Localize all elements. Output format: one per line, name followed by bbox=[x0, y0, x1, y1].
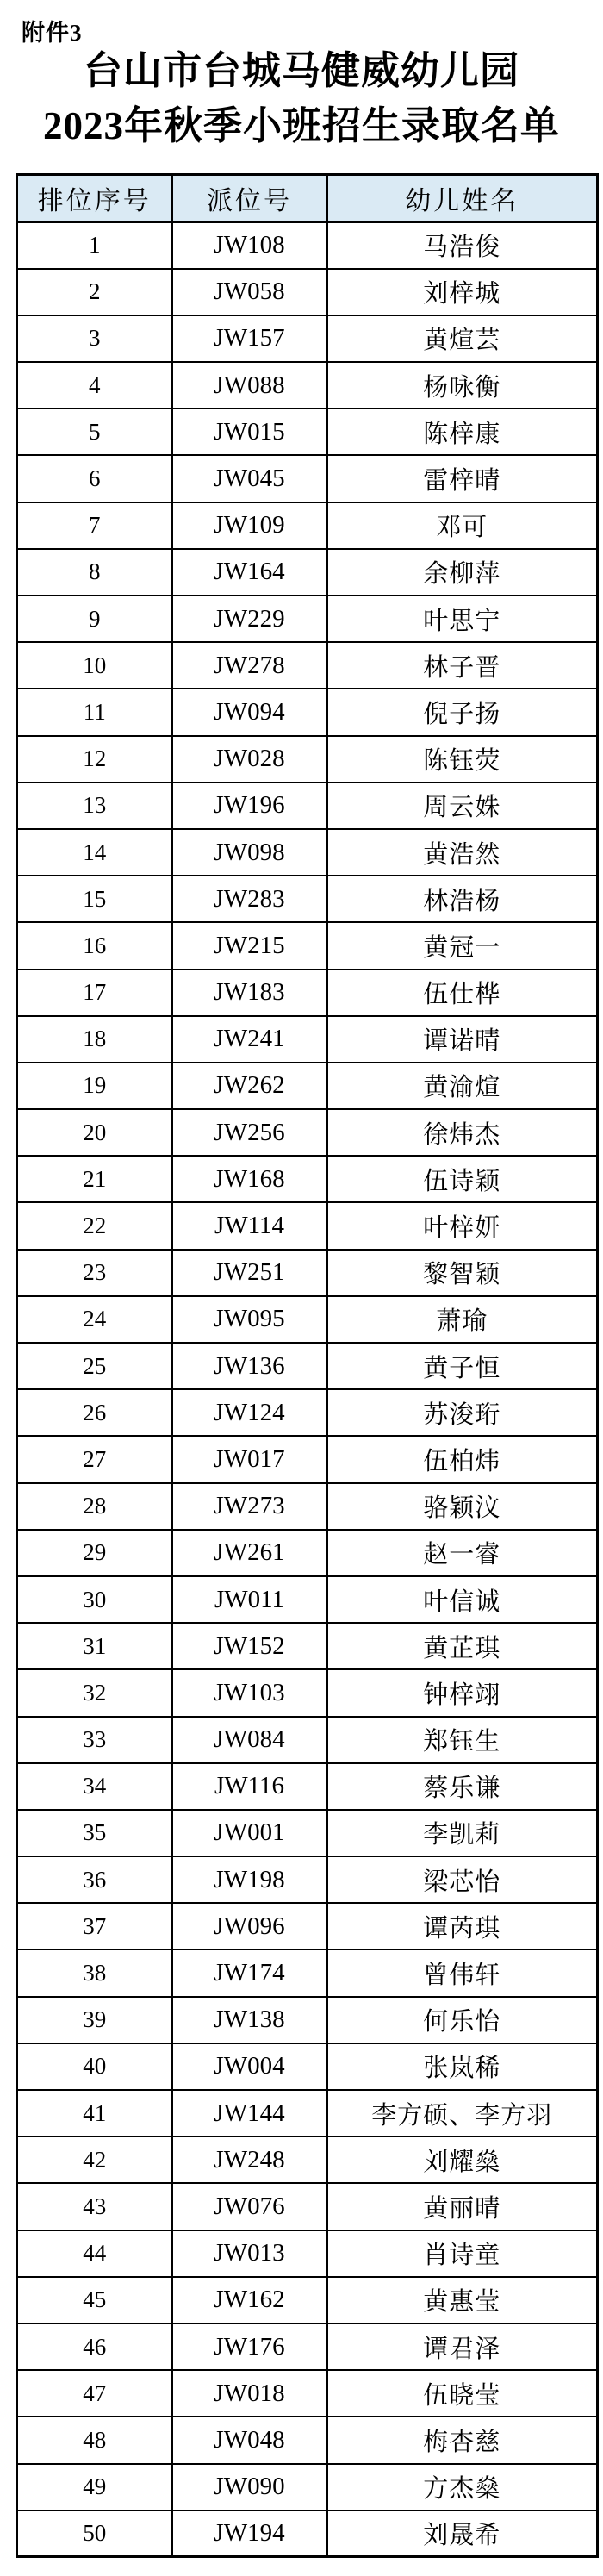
table-row bbox=[17, 362, 598, 409]
table-row bbox=[17, 2230, 598, 2277]
table-row bbox=[17, 1202, 598, 1249]
cell-lottery-number: JW162 bbox=[172, 2277, 327, 2323]
cell-lottery-number: JW251 bbox=[172, 1250, 327, 1296]
cell-lottery-number: JW095 bbox=[172, 1296, 327, 1343]
cell-child-name: 叶思宁 bbox=[327, 596, 598, 642]
attachment-label: 附件3 bbox=[22, 20, 83, 46]
cell-child-name: 黄子恒 bbox=[327, 1343, 598, 1389]
cell-child-name: 陈梓康 bbox=[327, 409, 598, 455]
cell-rank: 18 bbox=[17, 1016, 172, 1063]
table-row bbox=[17, 1997, 598, 2043]
table-row bbox=[17, 1156, 598, 1202]
cell-rank: 39 bbox=[17, 1997, 172, 2043]
table-row bbox=[17, 1016, 598, 1063]
cell-rank: 35 bbox=[17, 1810, 172, 1856]
cell-child-name: 曾伟轩 bbox=[327, 1949, 598, 1996]
cell-rank: 28 bbox=[17, 1483, 172, 1530]
table-row bbox=[17, 2370, 598, 2417]
cell-lottery-number: JW215 bbox=[172, 922, 327, 969]
cell-lottery-number: JW278 bbox=[172, 642, 327, 689]
cell-child-name: 黄丽晴 bbox=[327, 2183, 598, 2230]
cell-lottery-number: JW114 bbox=[172, 1202, 327, 1249]
cell-rank: 33 bbox=[17, 1717, 172, 1763]
cell-lottery-number: JW194 bbox=[172, 2511, 327, 2557]
table-row bbox=[17, 783, 598, 829]
cell-rank: 15 bbox=[17, 876, 172, 922]
header-rank: 排位序号 bbox=[17, 175, 172, 222]
cell-child-name: 周云姝 bbox=[327, 783, 598, 829]
cell-rank: 3 bbox=[17, 315, 172, 362]
cell-rank: 34 bbox=[17, 1763, 172, 1810]
cell-rank: 24 bbox=[17, 1296, 172, 1343]
cell-child-name: 苏浚珩 bbox=[327, 1389, 598, 1436]
cell-lottery-number: JW273 bbox=[172, 1483, 327, 1530]
cell-child-name: 谭君泽 bbox=[327, 2323, 598, 2370]
cell-lottery-number: JW174 bbox=[172, 1949, 327, 1996]
table-row bbox=[17, 2464, 598, 2511]
cell-rank: 6 bbox=[17, 455, 172, 502]
table-row bbox=[17, 689, 598, 735]
table-body bbox=[17, 222, 598, 2557]
cell-lottery-number: JW013 bbox=[172, 2230, 327, 2277]
cell-child-name: 黎智颖 bbox=[327, 1250, 598, 1296]
cell-child-name: 黄煊芸 bbox=[327, 315, 598, 362]
cell-child-name: 倪子扬 bbox=[327, 689, 598, 735]
cell-lottery-number: JW018 bbox=[172, 2370, 327, 2417]
cell-child-name: 伍诗颖 bbox=[327, 1156, 598, 1202]
table-header bbox=[17, 175, 598, 222]
table-row bbox=[17, 269, 598, 315]
cell-lottery-number: JW196 bbox=[172, 783, 327, 829]
table-header-row bbox=[17, 175, 598, 222]
cell-lottery-number: JW001 bbox=[172, 1810, 327, 1856]
cell-rank: 10 bbox=[17, 642, 172, 689]
table-row bbox=[17, 222, 598, 269]
cell-child-name: 骆颖汶 bbox=[327, 1483, 598, 1530]
cell-child-name: 马浩俊 bbox=[327, 222, 598, 269]
cell-lottery-number: JW088 bbox=[172, 362, 327, 409]
cell-rank: 17 bbox=[17, 970, 172, 1016]
cell-lottery-number: JW048 bbox=[172, 2417, 327, 2463]
cell-lottery-number: JW136 bbox=[172, 1343, 327, 1389]
cell-child-name: 梁芯怡 bbox=[327, 1856, 598, 1903]
cell-rank: 4 bbox=[17, 362, 172, 409]
table-row bbox=[17, 2277, 598, 2323]
cell-child-name: 叶信诚 bbox=[327, 1576, 598, 1623]
table-row bbox=[17, 1436, 598, 1482]
cell-rank: 36 bbox=[17, 1856, 172, 1903]
cell-lottery-number: JW262 bbox=[172, 1063, 327, 1109]
cell-lottery-number: JW045 bbox=[172, 455, 327, 502]
table-row bbox=[17, 1063, 598, 1109]
cell-rank: 46 bbox=[17, 2323, 172, 2370]
cell-rank: 42 bbox=[17, 2136, 172, 2183]
cell-child-name: 肖诗童 bbox=[327, 2230, 598, 2277]
cell-rank: 27 bbox=[17, 1436, 172, 1482]
cell-rank: 14 bbox=[17, 829, 172, 876]
cell-lottery-number: JW157 bbox=[172, 315, 327, 362]
cell-lottery-number: JW138 bbox=[172, 1997, 327, 2043]
table-row bbox=[17, 502, 598, 549]
table-row bbox=[17, 1250, 598, 1296]
cell-rank: 29 bbox=[17, 1530, 172, 1576]
cell-rank: 47 bbox=[17, 2370, 172, 2417]
cell-lottery-number: JW094 bbox=[172, 689, 327, 735]
cell-child-name: 邓可 bbox=[327, 502, 598, 549]
table-row bbox=[17, 596, 598, 642]
cell-rank: 11 bbox=[17, 689, 172, 735]
cell-child-name: 黄冠一 bbox=[327, 922, 598, 969]
cell-rank: 9 bbox=[17, 596, 172, 642]
cell-child-name: 伍晓莹 bbox=[327, 2370, 598, 2417]
cell-rank: 16 bbox=[17, 922, 172, 969]
table-row bbox=[17, 1389, 598, 1436]
cell-lottery-number: JW076 bbox=[172, 2183, 327, 2230]
table-row bbox=[17, 549, 598, 596]
cell-rank: 8 bbox=[17, 549, 172, 596]
table-row bbox=[17, 409, 598, 455]
cell-rank: 23 bbox=[17, 1250, 172, 1296]
cell-lottery-number: JW017 bbox=[172, 1436, 327, 1482]
cell-rank: 32 bbox=[17, 1669, 172, 1716]
table-row bbox=[17, 2417, 598, 2463]
cell-child-name: 雷梓晴 bbox=[327, 455, 598, 502]
cell-lottery-number: JW124 bbox=[172, 1389, 327, 1436]
table-row bbox=[17, 1109, 598, 1156]
cell-rank: 40 bbox=[17, 2043, 172, 2090]
cell-lottery-number: JW248 bbox=[172, 2136, 327, 2183]
cell-child-name: 伍仕桦 bbox=[327, 970, 598, 1016]
cell-child-name: 萧瑜 bbox=[327, 1296, 598, 1343]
table-row bbox=[17, 1623, 598, 1669]
cell-lottery-number: JW261 bbox=[172, 1530, 327, 1576]
cell-rank: 12 bbox=[17, 736, 172, 783]
cell-lottery-number: JW108 bbox=[172, 222, 327, 269]
cell-lottery-number: JW152 bbox=[172, 1623, 327, 1669]
cell-child-name: 黄惠莹 bbox=[327, 2277, 598, 2323]
table-row bbox=[17, 922, 598, 969]
cell-child-name: 伍柏炜 bbox=[327, 1436, 598, 1482]
cell-rank: 25 bbox=[17, 1343, 172, 1389]
cell-rank: 30 bbox=[17, 1576, 172, 1623]
cell-rank: 21 bbox=[17, 1156, 172, 1202]
cell-child-name: 杨咏衡 bbox=[327, 362, 598, 409]
table-row bbox=[17, 642, 598, 689]
table-row bbox=[17, 876, 598, 922]
table-row bbox=[17, 1343, 598, 1389]
table-row bbox=[17, 1949, 598, 1996]
header-lottery-number: 派位号 bbox=[172, 175, 327, 222]
cell-rank: 2 bbox=[17, 269, 172, 315]
table-row bbox=[17, 455, 598, 502]
table-row bbox=[17, 1576, 598, 1623]
cell-rank: 50 bbox=[17, 2511, 172, 2557]
cell-child-name: 陈钰荧 bbox=[327, 736, 598, 783]
table-row bbox=[17, 2136, 598, 2183]
cell-child-name: 林浩杨 bbox=[327, 876, 598, 922]
cell-lottery-number: JW028 bbox=[172, 736, 327, 783]
cell-rank: 1 bbox=[17, 222, 172, 269]
table-row bbox=[17, 2043, 598, 2090]
cell-child-name: 叶梓妍 bbox=[327, 1202, 598, 1249]
cell-child-name: 李方硕、李方羽 bbox=[327, 2090, 598, 2136]
cell-child-name: 黄渝煊 bbox=[327, 1063, 598, 1109]
cell-rank: 20 bbox=[17, 1109, 172, 1156]
table-row bbox=[17, 2183, 598, 2230]
cell-lottery-number: JW183 bbox=[172, 970, 327, 1016]
table-row bbox=[17, 829, 598, 876]
cell-rank: 13 bbox=[17, 783, 172, 829]
cell-rank: 31 bbox=[17, 1623, 172, 1669]
table-row bbox=[17, 1763, 598, 1810]
cell-lottery-number: JW241 bbox=[172, 1016, 327, 1063]
cell-child-name: 徐炜杰 bbox=[327, 1109, 598, 1156]
table-row bbox=[17, 1483, 598, 1530]
cell-lottery-number: JW090 bbox=[172, 2464, 327, 2511]
table-row bbox=[17, 2323, 598, 2370]
table-row bbox=[17, 2511, 598, 2557]
cell-rank: 19 bbox=[17, 1063, 172, 1109]
cell-lottery-number: JW283 bbox=[172, 876, 327, 922]
cell-child-name: 刘耀燊 bbox=[327, 2136, 598, 2183]
cell-rank: 49 bbox=[17, 2464, 172, 2511]
table-row bbox=[17, 1810, 598, 1856]
cell-rank: 45 bbox=[17, 2277, 172, 2323]
table-row bbox=[17, 1856, 598, 1903]
cell-lottery-number: JW004 bbox=[172, 2043, 327, 2090]
cell-lottery-number: JW103 bbox=[172, 1669, 327, 1716]
cell-lottery-number: JW168 bbox=[172, 1156, 327, 1202]
cell-child-name: 方杰燊 bbox=[327, 2464, 598, 2511]
table-row bbox=[17, 1903, 598, 1949]
table-row bbox=[17, 2090, 598, 2136]
cell-rank: 41 bbox=[17, 2090, 172, 2136]
cell-lottery-number: JW116 bbox=[172, 1763, 327, 1810]
cell-child-name: 黄芷琪 bbox=[327, 1623, 598, 1669]
cell-child-name: 蔡乐谦 bbox=[327, 1763, 598, 1810]
table-row bbox=[17, 736, 598, 783]
document-title bbox=[0, 43, 603, 153]
cell-rank: 38 bbox=[17, 1949, 172, 1996]
table-row bbox=[17, 315, 598, 362]
cell-rank: 26 bbox=[17, 1389, 172, 1436]
cell-lottery-number: JW164 bbox=[172, 549, 327, 596]
cell-rank: 44 bbox=[17, 2230, 172, 2277]
table-row bbox=[17, 970, 598, 1016]
cell-child-name: 谭芮琪 bbox=[327, 1903, 598, 1949]
table-row bbox=[17, 1530, 598, 1576]
cell-lottery-number: JW084 bbox=[172, 1717, 327, 1763]
cell-child-name: 梅杏慈 bbox=[327, 2417, 598, 2463]
cell-child-name: 郑钰生 bbox=[327, 1717, 598, 1763]
cell-lottery-number: JW109 bbox=[172, 502, 327, 549]
cell-child-name: 张岚稀 bbox=[327, 2043, 598, 2090]
cell-lottery-number: JW229 bbox=[172, 596, 327, 642]
cell-lottery-number: JW198 bbox=[172, 1856, 327, 1903]
cell-lottery-number: JW144 bbox=[172, 2090, 327, 2136]
header-child-name: 幼儿姓名 bbox=[327, 175, 598, 222]
cell-rank: 48 bbox=[17, 2417, 172, 2463]
title-line-2: 2023年秋季小班招生录取名单 bbox=[42, 104, 560, 147]
cell-lottery-number: JW015 bbox=[172, 409, 327, 455]
title-line-1: 台山市台城马健威幼儿园 bbox=[83, 49, 519, 92]
cell-child-name: 李凯莉 bbox=[327, 1810, 598, 1856]
cell-child-name: 黄浩然 bbox=[327, 829, 598, 876]
table-row bbox=[17, 1717, 598, 1763]
table-row bbox=[17, 1296, 598, 1343]
cell-lottery-number: JW098 bbox=[172, 829, 327, 876]
cell-rank: 5 bbox=[17, 409, 172, 455]
cell-lottery-number: JW256 bbox=[172, 1109, 327, 1156]
cell-rank: 37 bbox=[17, 1903, 172, 1949]
cell-child-name: 刘晟希 bbox=[327, 2511, 598, 2557]
cell-child-name: 谭诺晴 bbox=[327, 1016, 598, 1063]
cell-lottery-number: JW011 bbox=[172, 1576, 327, 1623]
cell-child-name: 赵一睿 bbox=[327, 1530, 598, 1576]
cell-child-name: 余柳萍 bbox=[327, 549, 598, 596]
cell-rank: 43 bbox=[17, 2183, 172, 2230]
cell-rank: 22 bbox=[17, 1202, 172, 1249]
admission-table bbox=[16, 173, 599, 2558]
table-row bbox=[17, 1669, 598, 1716]
cell-lottery-number: JW176 bbox=[172, 2323, 327, 2370]
cell-lottery-number: JW096 bbox=[172, 1903, 327, 1949]
cell-child-name: 刘梓城 bbox=[327, 269, 598, 315]
cell-child-name: 钟梓翊 bbox=[327, 1669, 598, 1716]
cell-rank: 7 bbox=[17, 502, 172, 549]
cell-child-name: 何乐怡 bbox=[327, 1997, 598, 2043]
cell-child-name: 林子晋 bbox=[327, 642, 598, 689]
cell-lottery-number: JW058 bbox=[172, 269, 327, 315]
